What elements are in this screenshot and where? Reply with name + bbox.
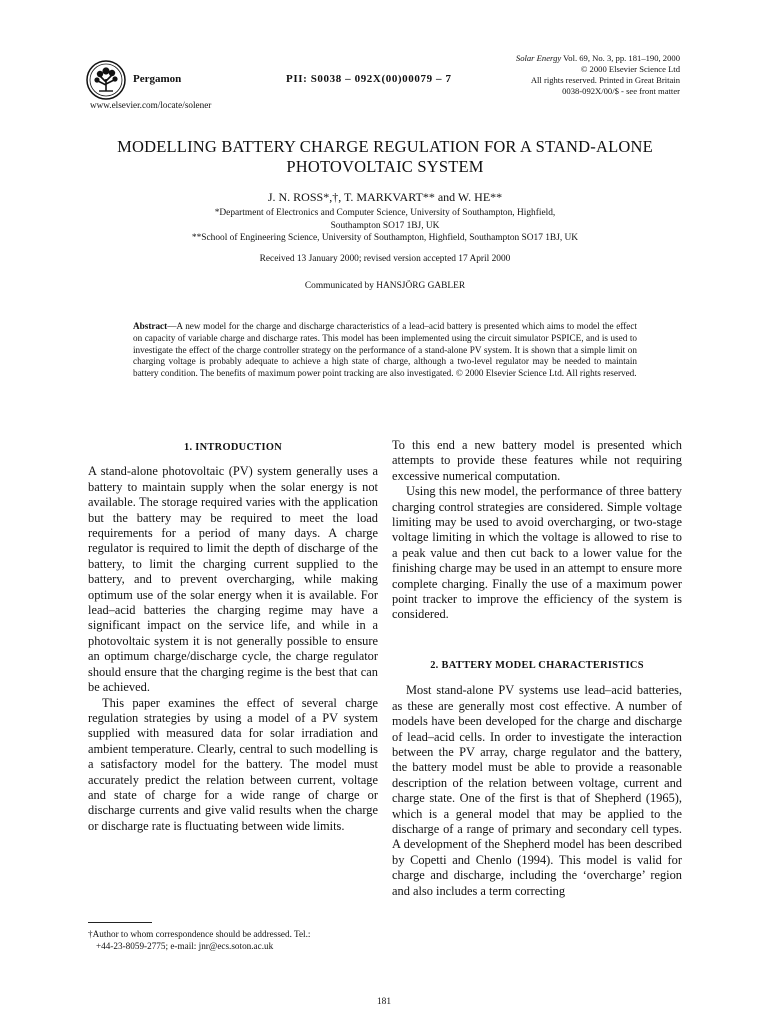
abstract-label: Abstract [133,321,168,331]
footnote-divider [88,922,152,923]
title-line-1: MODELLING BATTERY CHARGE REGULATION FOR A STAND-ALONE [117,137,653,156]
paragraph: Most stand-alone PV systems use lead–acid batteries, as these are generally most cost effective. A number of models have been developed for the charge and discharge of lead–acid cells. In order to investigate the interaction between the PV array, charge regulator and the battery, the battery model must be able to provide a reasonable description of the relation between voltage, current and charge state. One of the first is that of Shepherd (1965), which is a general model that may be applied to the discharge of a range of primary and secondary cell types. A development of the Shepherd model has been described by Copetti and Chenlo (1994). This model is valid for charge and discharge, including the ‘overcharge’ region and also includes a term correcting [392,683,682,898]
affiliation-2: **School of Engineering Science, University of Southampton, Highfield, Southampton SO17 1BJ, UK [191,233,579,243]
footnote [88,928,378,952]
received-dates: Received 13 January 2000; revised version accepted 17 April 2000 [259,254,511,264]
abstract-text: —A new model for the charge and discharge characteristics of a lead–acid battery is presented which aims to model the effect on capacity of variable charge and discharge rates. This model has been implemented using the circuit simulator PSPICE, and is used to investigate the effect of the charge controller strategy on the performance of a stand-alone PV system. It is shown that a simple limit on charging voltage is probably adequate to achieve a high state of charge, although a two-level regulator may be needed to maintain battery condition. The benefits of maximum power point tracking are also investigated. © 2000 Elsevier Science Ltd. All rights reserved. [133,321,637,379]
journal-name: Solar Energy [515,53,562,63]
footnote-line-1: †Author to whom correspondence should be addressed. Tel.: [88,929,311,939]
page-number: 181 [376,997,392,1007]
paragraph: This paper examines the effect of several charge regulation strategies by using a model of a PV system supplied with measured data for solar irradiation and ambient temperature. Clearly, central to such modelling is a satisfactory model for the battery. The model must accurately predict the relation between current, voltage and state of charge for a wide range of charge or discharge currents and give valid results when the charge or discharge rate is fluctuating between wide limits. [88,695,378,833]
publisher-logo-icon [86,60,126,100]
section-2-heading: 2. BATTERY MODEL CHARACTERISTICS [430,659,644,671]
citation-copyright: © 2000 Elsevier Science Ltd [580,64,680,74]
publisher-name: Pergamon [133,73,182,85]
title-line-2: PHOTOVOLTAIC SYSTEM [286,157,484,176]
communicated-by: Communicated by HANSJÖRG GABLER [304,281,466,291]
citation-volume: Vol. 69, No. 3, pp. 181–190, 2000 [561,53,680,63]
article-title [90,137,680,177]
body-column-right [392,438,682,899]
affiliation-1-line-1: *Department of Electronics and Computer Science, University of Southampton, Highfield, [214,208,556,218]
journal-url[interactable]: www.elsevier.com/locate/solener [90,100,212,110]
body-column-left [88,438,378,834]
paragraph: To this end a new battery model is presented which attempts to provide these features while not requiring excessive numerical computation. [392,438,682,483]
citation-rights: All rights reserved. Printed in Great Britain [530,75,680,85]
citation-issn: 0038-092X/00/$ - see front matter [562,86,680,96]
footnote-line-2: +44-23-8059-2775; e-mail: jnr@ecs.soton.ac.uk [96,941,274,951]
section-1-heading: 1. INTRODUCTION [183,442,283,453]
authors: J. N. ROSS*,†, T. MARKVART** and W. HE** [267,190,503,204]
abstract [133,321,637,380]
affiliation-1 [90,207,680,232]
citation-block [440,53,680,97]
paragraph: A stand-alone photovoltaic (PV) system generally uses a battery to maintain supply when the solar energy is not available. The storage required varies with the application but the battery may be required to meet the load requirements for a period of many days. A charge regulator is required to limit the depth of discharge of the battery, to limit the charging current supplied to the battery, and to prevent overcharging, while making optimum use of the solar energy when it is available. For lead–acid batteries the charging regime may have a significant impact on the service life, and while in a photovoltaic system it is not generally possible to ensure an optimum charge/discharge cycle, the charge regulator should ensure that the charging regime is the best that can be achieved. [88,464,378,695]
pii-code: PII: S0038 – 092X(00)00079 – 7 [286,73,452,85]
affiliation-1-line-2: Southampton SO17 1BJ, UK [330,220,440,231]
paragraph: Using this new model, the performance of three battery charging control strategies are considered. Simple voltage limiting may be used to avoid overcharging, or two-stage voltage limiting in which the voltage is allowed to rise to a peak value and then cut back to a lower value for the finishing charge may be used in an attempt to ensure more complete charging. Finally the use of a maximum power point tracker to improve the efficiency of the system is considered. [392,484,682,622]
